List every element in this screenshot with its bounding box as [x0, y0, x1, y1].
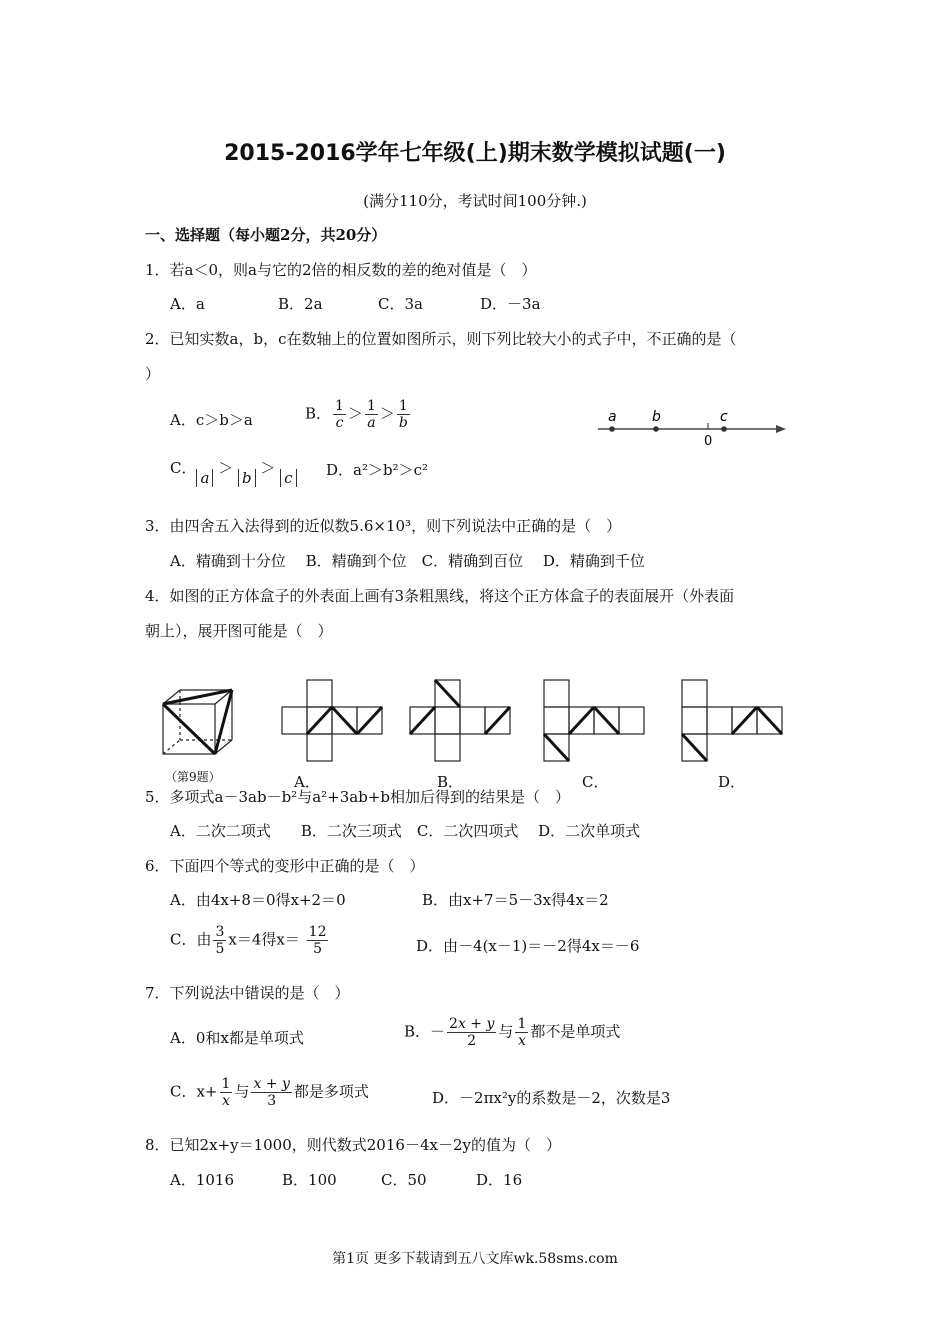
- q8-stem: 8．已知2x+y＝1000，则代数式2016－4x－2y的值为（ ）: [145, 1136, 561, 1154]
- q7-option-b-mid: 与: [498, 1022, 514, 1041]
- q6-option-c-label: C．由: [170, 930, 212, 949]
- cube-figure: [158, 686, 240, 758]
- q7-option-c-suffix: 都是多项式: [293, 1082, 369, 1101]
- exam-info: (满分110分，考试时间100分钟.): [363, 192, 587, 210]
- q1-option-b: B．2a: [278, 295, 323, 313]
- section-heading: 一、选择题（每小题2分，共20分）: [145, 226, 387, 244]
- q7-option-b-label: B．－: [404, 1022, 446, 1041]
- net-d-label: D．: [718, 773, 746, 791]
- q3-options: A．精确到十分位 B．精确到个位 C．精确到百位 D．精确到千位: [170, 552, 645, 570]
- q4-stem-end: 朝上），展开图可能是（ ）: [145, 622, 333, 640]
- q2-option-b-label: B．: [305, 404, 332, 423]
- q6-option-c-text: x＝4得x＝: [228, 930, 300, 949]
- q2-option-d: D．a²＞b²＞c²: [326, 461, 429, 479]
- net-d-figure: [680, 678, 786, 762]
- q1-option-d: D．－3a: [480, 295, 541, 313]
- q7-option-d: D．－2πx²y的系数是－2，次数是3: [432, 1089, 671, 1107]
- number-line-figure: [592, 405, 792, 447]
- q1-option-a: A．a: [170, 295, 205, 313]
- q6-option-b: B．由x+7＝5－3x得4x＝2: [422, 891, 609, 909]
- q8-option-b: B．100: [282, 1171, 337, 1189]
- q8-option-a: A．1016: [170, 1171, 235, 1189]
- q6-option-a: A．由4x+8＝0得x+2＝0: [170, 891, 346, 909]
- q7-option-c: C．x+ $\frac{1}{x}$ 与 $\frac{x + y}{3}$ 都是多项式: [170, 1076, 369, 1109]
- q2-option-c-label: C．: [170, 459, 197, 477]
- q8-option-c: C．50: [381, 1171, 427, 1189]
- label-a: a: [608, 409, 617, 425]
- q5-options: A．二次二项式 B．二次三项式 C．二次四项式 D．二次单项式: [170, 822, 641, 840]
- label-b: b: [652, 409, 661, 425]
- net-b-label: B．: [437, 773, 464, 791]
- label-zero: 0: [704, 434, 713, 447]
- q7-option-b: B．－ $\frac{2x + y}{2}$ 与 $\frac{1}{x}$ 都不是单项式: [404, 1016, 621, 1049]
- q7-stem: 7．下列说法中错误的是（ ）: [145, 984, 350, 1002]
- page-footer: 第1页 更多下载请到五八文库wk.58sms.com: [332, 1251, 618, 1267]
- point-c: [721, 426, 727, 432]
- net-b-figure: [408, 678, 514, 762]
- point-a: [609, 426, 615, 432]
- q7-option-c-mid: 与: [234, 1082, 250, 1101]
- q6-option-c: C．由 $\frac{3}{5}$ x＝4得x＝ $\frac{12}{5}$: [170, 924, 327, 957]
- q7-option-b-suffix: 都不是单项式: [530, 1022, 621, 1041]
- q2-stem: 2．已知实数a，b，c在数轴上的位置如图所示，则下列比较大小的式子中，不正确的是（: [145, 330, 737, 348]
- q2-stem-end: ）: [145, 365, 161, 383]
- page-title: 2015-2016学年七年级(上)期末数学模拟试题(一): [224, 141, 726, 166]
- q7-option-a: A．0和x都是单项式: [170, 1029, 304, 1047]
- q2-option-b: B． $\frac{1}{c}$ ＞ $\frac{1}{a}$ ＞ $\frac{1}{b}$: [305, 398, 408, 431]
- net-c-label: C．: [582, 773, 609, 791]
- q8-option-d: D．16: [476, 1171, 523, 1189]
- q2-option-c: C．a ＞ b ＞ c: [170, 457, 297, 478]
- q7-option-c-label: C．x+: [170, 1082, 218, 1101]
- q3-stem: 3．由四舍五入法得到的近似数5.6×10³，则下列说法中正确的是（ ）: [145, 517, 622, 535]
- figure-caption: （第9题）: [165, 770, 221, 784]
- point-b: [653, 426, 659, 432]
- label-c: c: [720, 409, 728, 425]
- q6-option-d: D．由－4(x－1)＝－2得4x＝－6: [416, 937, 640, 955]
- q2-option-a: A．c＞b＞a: [170, 411, 253, 429]
- q6-stem: 6．下面四个等式的变形中正确的是（ ）: [145, 857, 425, 875]
- q4-stem: 4．如图的正方体盒子的外表面上画有3条粗黑线，将这个正方体盒子的表面展开（外表面: [145, 587, 735, 605]
- q1-option-c: C．3a: [378, 295, 423, 313]
- net-a-label: A．: [294, 773, 320, 791]
- net-a-figure: [280, 678, 386, 762]
- q5-stem: 5．多项式a－3ab－b²与a²+3ab+b相加后得到的结果是（ ）: [145, 788, 570, 806]
- net-c-figure: [542, 678, 648, 762]
- q1-stem: 1．若a＜0，则a与它的2倍的相反数的差的绝对值是（ ）: [145, 261, 537, 279]
